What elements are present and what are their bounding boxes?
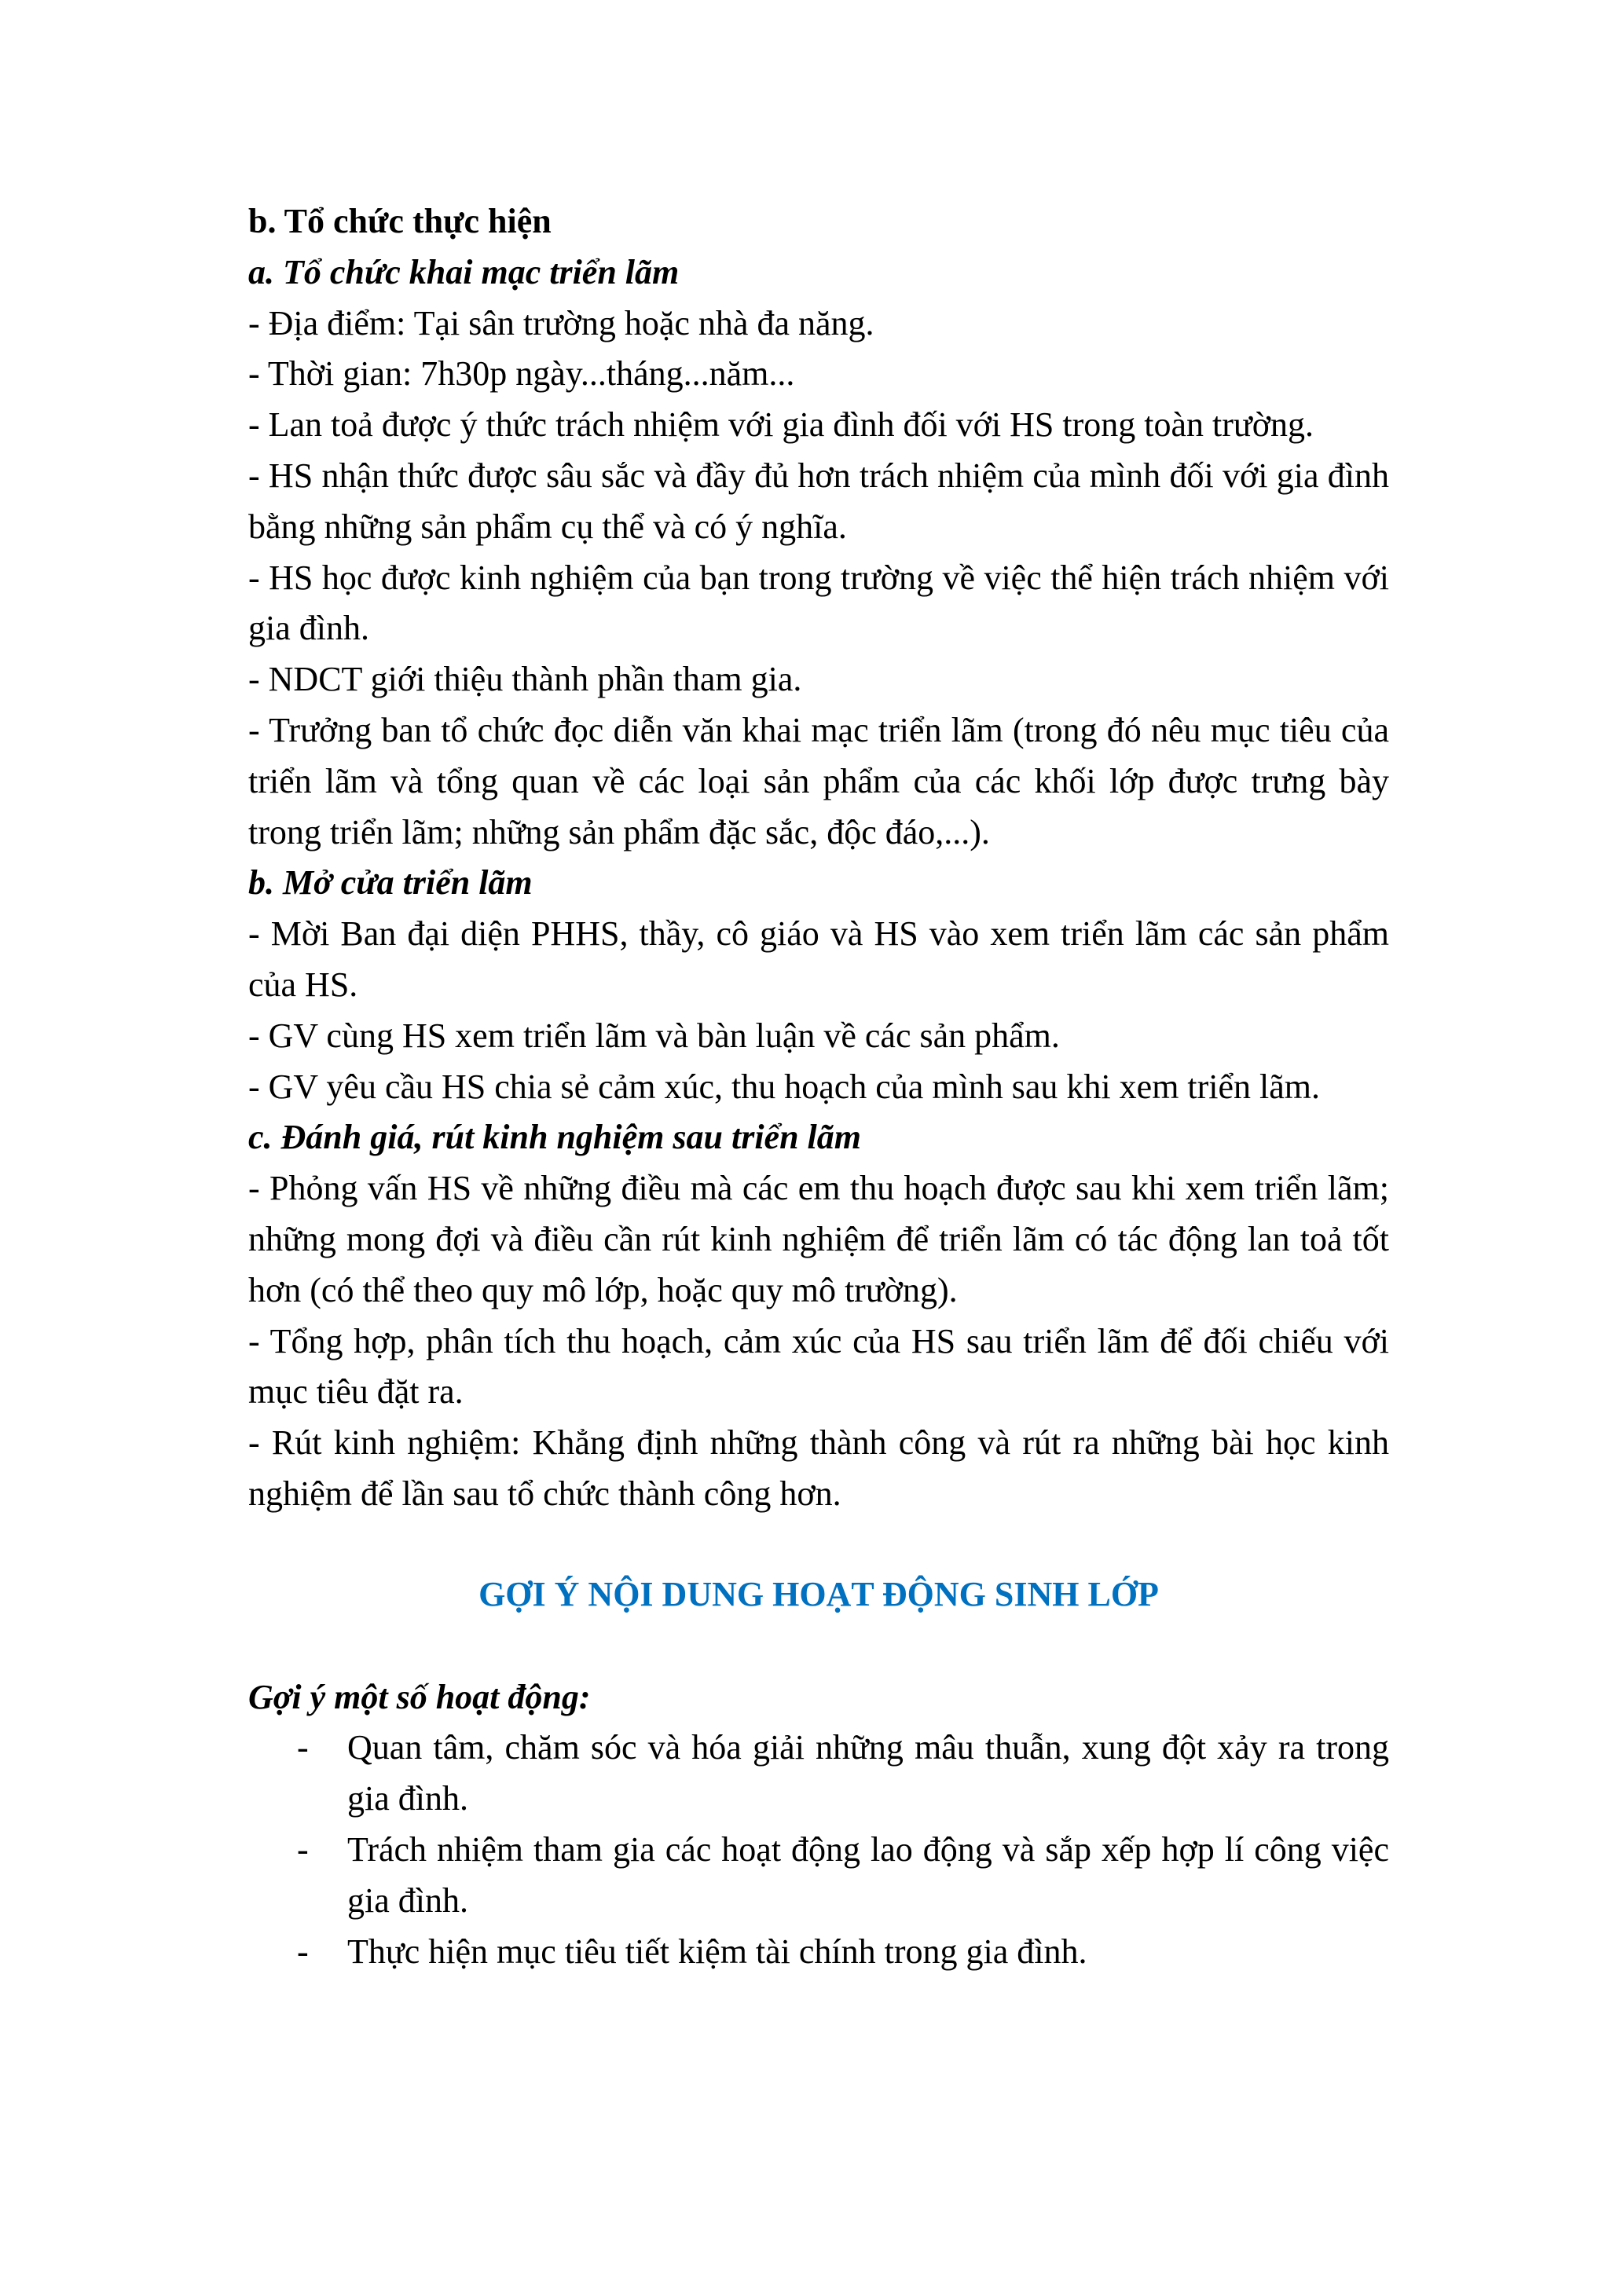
paragraph: - Lan toả được ý thức trách nhiệm với gia đình đối với HS trong toàn trường. bbox=[248, 405, 1314, 445]
list-item-text: Thực hiện mục tiêu tiết kiệm tài chính trong gia đình. bbox=[347, 1932, 1087, 1971]
paragraph: - Rút kinh nghiệm: Khẳng định những thành công và rút ra những bài học kinh nghiệm để lần sau tổ chức thành công hơn. bbox=[248, 1423, 1389, 1513]
list-item-text: Quan tâm, chăm sóc và hóa giải những mâu thuẫn, xung đột xảy ra trong gia đình. bbox=[347, 1728, 1389, 1818]
paragraph: - GV cùng HS xem triển lãm và bàn luận về các sản phẩm. bbox=[248, 1016, 1060, 1055]
paragraph: - Địa điểm: Tại sân trường hoặc nhà đa năng. bbox=[248, 303, 874, 342]
bullet-dash: - bbox=[297, 1728, 309, 1767]
list-item bbox=[248, 1825, 1389, 1927]
suggestions-list bbox=[248, 1723, 1389, 1977]
paragraph: - Mời Ban đại diện PHHS, thầy, cô giáo và HS vào xem triển lãm các sản phẩm của HS. bbox=[248, 914, 1389, 1004]
bullet-dash: - bbox=[297, 1829, 309, 1869]
subsection-title-a: a. Tổ chức khai mạc triển lãm bbox=[248, 252, 680, 291]
paragraph: - Trưởng ban tổ chức đọc diễn văn khai mạc triển lãm (trong đó nêu mục tiêu của triển lãm và tổng quan về các loại sản phẩm của các khối lớp được trưng bày trong triển lãm; những sản phẩm đặc sắc, độc đáo,...). bbox=[248, 710, 1389, 851]
paragraph: - NDCT giới thiệu thành phần tham gia. bbox=[248, 660, 802, 699]
list-item bbox=[248, 1927, 1389, 1978]
paragraph: - GV yêu cầu HS chia sẻ cảm xúc, thu hoạch của mình sau khi xem triển lãm. bbox=[248, 1067, 1321, 1106]
suggestions-subtitle: Gợi ý một số hoạt động: bbox=[248, 1677, 591, 1716]
list-item bbox=[248, 1723, 1389, 1825]
section-title: b. Tổ chức thực hiện bbox=[248, 202, 552, 240]
subsection-title-b: b. Mở cửa triển lãm bbox=[248, 863, 533, 903]
paragraph: - HS học được kinh nghiệm của bạn trong trường về việc thể hiện trách nhiệm với gia đình. bbox=[248, 558, 1389, 648]
subsection-title-c: c. Đánh giá, rút kinh nghiệm sau triển lãm bbox=[248, 1118, 861, 1157]
list-item-text: Trách nhiệm tham gia các hoạt động lao động và sắp xếp hợp lí công việc gia đình. bbox=[347, 1829, 1389, 1920]
paragraph: - Phỏng vấn HS về những điều mà các em thu hoạch được sau khi xem triển lãm; những mong đợi và điều cần rút kinh nghiệm để triển lãm có tác động lan toả tốt hơn (có thể theo quy mô lớp, hoặc quy mô trường). bbox=[248, 1169, 1389, 1309]
suggestions-heading: GỢI Ý NỘI DUNG HOẠT ĐỘNG SINH LỚP bbox=[478, 1574, 1159, 1613]
paragraph: - Tổng hợp, phân tích thu hoạch, cảm xúc của HS sau triển lãm để đối chiếu với mục tiêu đặt ra. bbox=[248, 1321, 1389, 1412]
document-page bbox=[248, 196, 1389, 1977]
paragraph: - Thời gian: 7h30p ngày...tháng...năm... bbox=[248, 354, 795, 394]
paragraph: - HS nhận thức được sâu sắc và đầy đủ hơn trách nhiệm của mình đối với gia đình bằng những sản phẩm cụ thể và có ý nghĩa. bbox=[248, 456, 1389, 546]
bullet-dash: - bbox=[297, 1932, 309, 1971]
